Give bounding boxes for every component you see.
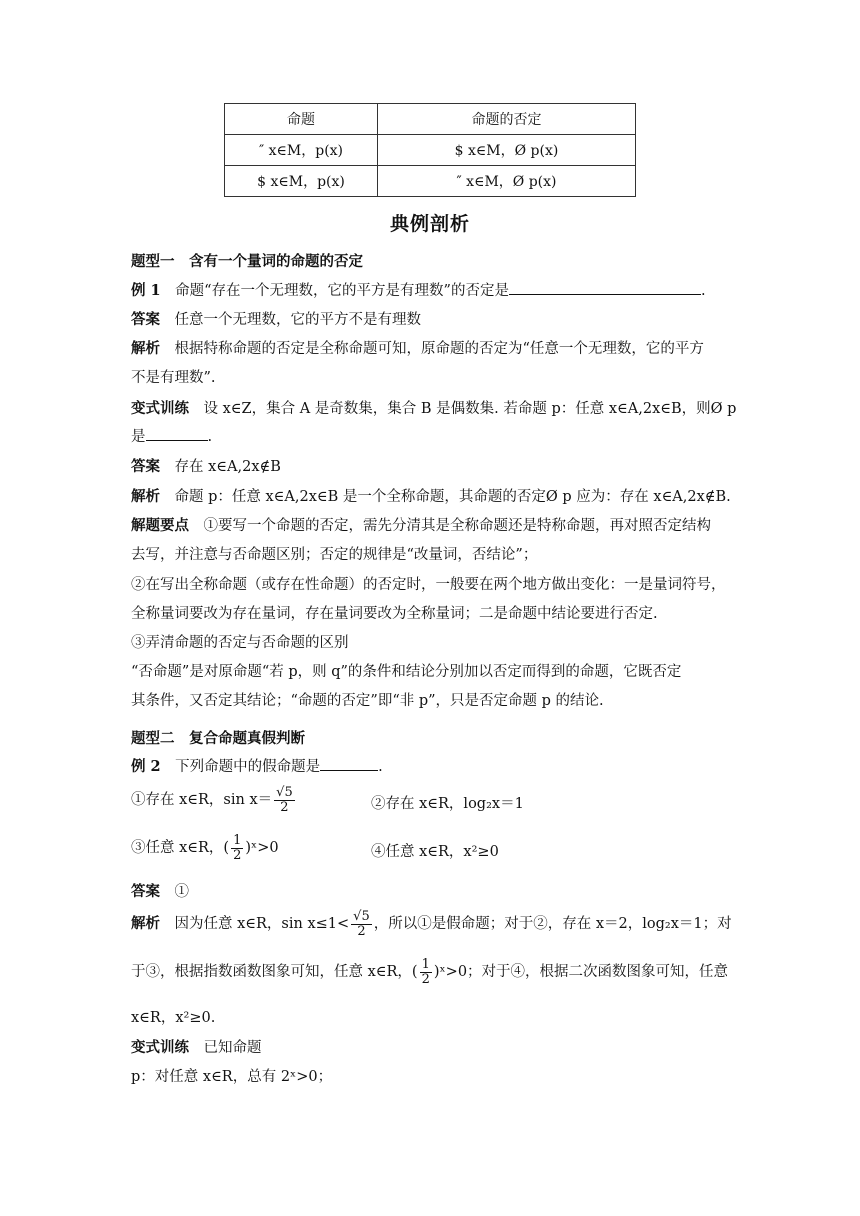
key-points-line5: ③弄清命题的否定与否命题的区别 — [131, 635, 349, 651]
example-label: 例 2 — [131, 758, 161, 775]
answer-text: ① — [174, 884, 189, 900]
solution-label: 解析 — [131, 488, 160, 505]
proposition-p: p：对任意 x∈R，总有 2ˣ>0； — [131, 1069, 333, 1085]
fraction-denominator: 2 — [233, 847, 242, 863]
table-header-row — [225, 104, 636, 135]
solution-three-line3: x∈R，x²≥0. — [131, 1010, 216, 1026]
answer-blank — [146, 426, 208, 441]
example-one — [131, 279, 706, 300]
variant-text: 是 — [131, 429, 146, 445]
solution-two — [131, 485, 731, 506]
answer-three — [131, 880, 189, 901]
answer-label: 答案 — [131, 311, 160, 328]
table-header-cell: 命题 — [225, 104, 378, 135]
variant-text: 已知命题 — [203, 1040, 262, 1056]
solution-text: ，所以①是假命题；对于②，存在 x＝2，log₂x＝1；对 — [373, 916, 732, 933]
answer-label: 答案 — [131, 458, 160, 475]
fraction-numerator: 1 — [233, 833, 242, 848]
table-cell: ″ x∈M，Ø p(x) — [378, 166, 636, 197]
fraction-numerator: √5 — [276, 785, 293, 800]
fraction-denominator: 2 — [357, 923, 366, 939]
option-three — [131, 834, 279, 862]
answer-text: 任意一个无理数，它的平方不是有理数 — [174, 312, 421, 328]
fraction — [231, 834, 243, 862]
key-points-line1 — [131, 514, 711, 535]
solution-text: )ˣ>0；对于④，根据二次函数图象可知，任意 — [433, 964, 729, 981]
topic-two-heading: 题型二 复合命题真假判断 — [131, 730, 305, 747]
example-text: 下列命题中的假命题是 — [175, 759, 321, 775]
option-text: )ˣ>0 — [245, 840, 279, 857]
period: . — [378, 759, 383, 775]
variant-two — [131, 1036, 262, 1057]
table-cell: $ x∈M，p(x) — [225, 166, 378, 197]
key-points-line3: ②在写出全称命题（或存在性命题）的否定时，一般要在两个地方做出变化：一是量词符号， — [131, 577, 726, 593]
solution-three-line2 — [131, 958, 728, 986]
period: . — [700, 283, 706, 299]
negation-table — [224, 103, 636, 197]
fraction — [274, 786, 295, 814]
answer-two — [131, 455, 281, 476]
example-two — [131, 755, 383, 776]
period: . — [207, 429, 213, 445]
key-points-line7: 其条件，又否定其结论；“命题的否定”即“非 p”，只是否定命题 p 的结论. — [131, 693, 604, 709]
solution-text: 根据特称命题的否定是全称命题可知，原命题的否定为“任意一个无理数，它的平方 — [174, 341, 704, 357]
answer-one — [131, 308, 421, 329]
answer-text: 存在 x∈A,2x∉B — [174, 459, 281, 475]
table-cell: $ x∈M，Ø p(x) — [378, 135, 636, 166]
key-points-line2: 去写，并注意与否命题区别；否定的规律是“改量词，否结论”； — [131, 547, 538, 563]
table-header-cell: 命题的否定 — [378, 104, 636, 135]
option-text: ③任意 x∈R，( — [131, 840, 230, 857]
solution-three-line1 — [131, 910, 732, 938]
fraction — [351, 910, 372, 938]
solution-one-line1 — [131, 337, 704, 358]
fraction-numerator: 1 — [421, 957, 430, 972]
variant-one-line2 — [131, 425, 212, 446]
fraction-denominator: 2 — [421, 971, 430, 987]
solution-text: 于③，根据指数函数图象可知，任意 x∈R，( — [131, 964, 418, 981]
option-four: ④任意 x∈R，x²≥0 — [371, 844, 499, 860]
key-points-text: ①要写一个命题的否定，需先分清其是全称命题还是特称命题，再对照否定结构 — [203, 518, 711, 534]
topic-one-heading: 题型一 含有一个量词的命题的否定 — [131, 253, 363, 270]
fraction-numerator: √5 — [353, 909, 370, 924]
table-cell: ″ x∈M，p(x) — [225, 135, 378, 166]
solution-text: 命题 p：任意 x∈A,2x∈B 是一个全称命题，其命题的否定Ø p 应为：存在 x∈A,2x∉B. — [174, 489, 731, 505]
variant-label: 变式训练 — [131, 1039, 189, 1056]
answer-blank — [509, 280, 701, 295]
option-text: ①存在 x∈R，sin x＝ — [131, 792, 273, 809]
option-one — [131, 786, 297, 814]
key-points-label: 解题要点 — [131, 517, 189, 534]
solution-one-line2: 不是有理数”. — [131, 370, 216, 386]
solution-text: 因为任意 x∈R，sin x≤1< — [174, 916, 350, 933]
key-points-line6: “否命题”是对原命题“若 p，则 q”的条件和结论分别加以否定而得到的命题，它既否定 — [131, 664, 682, 680]
example-text: 命题“存在一个无理数，它的平方是有理数”的否定是 — [175, 283, 509, 299]
variant-label: 变式训练 — [131, 400, 189, 417]
table-row — [225, 135, 636, 166]
fraction-denominator: 2 — [280, 799, 289, 815]
option-two: ②存在 x∈R，log₂x＝1 — [371, 796, 524, 812]
variant-one-line1 — [131, 397, 736, 418]
answer-label: 答案 — [131, 883, 160, 900]
variant-text: 设 x∈Z，集合 A 是奇数集，集合 B 是偶数集. 若命题 p：任意 x∈A,2x∈B，则Ø p — [203, 401, 737, 417]
table-row — [225, 166, 636, 197]
answer-blank — [320, 756, 378, 771]
solution-label: 解析 — [131, 340, 160, 357]
solution-label: 解析 — [131, 915, 160, 933]
example-label: 例 1 — [131, 282, 161, 299]
key-points-line4: 全称量词要改为存在量词，存在量词要改为全称量词；二是命题中结论要进行否定. — [131, 606, 658, 622]
section-title: 典例剖析 — [390, 213, 471, 235]
fraction — [420, 958, 432, 986]
